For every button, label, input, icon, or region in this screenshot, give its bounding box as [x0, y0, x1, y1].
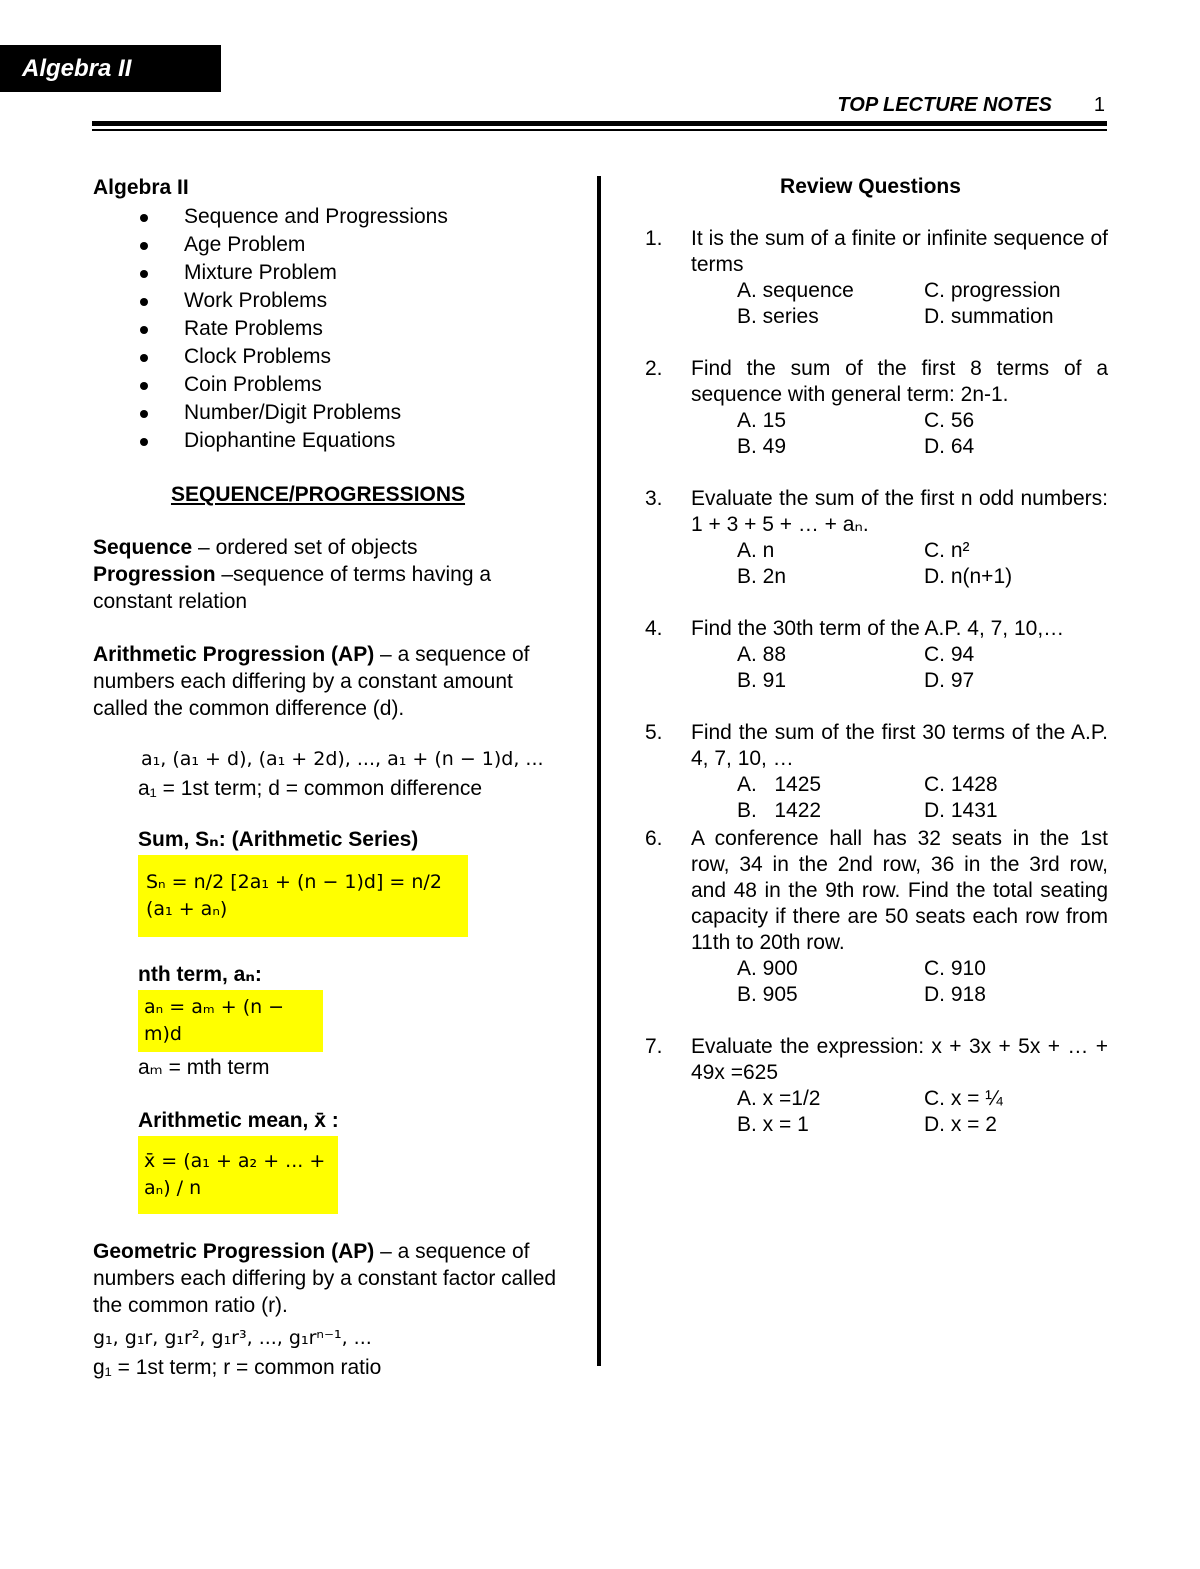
ap-def: – a sequence of numbers each differing by a constant amount called the common difference (d).	[93, 643, 530, 720]
review-heading: Review Questions	[780, 175, 961, 198]
ap-term: Arithmetic Progression (AP)	[93, 643, 375, 666]
option-d: D. summation	[924, 305, 1054, 328]
bullet-icon	[140, 410, 148, 418]
option-c: C. progression	[924, 279, 1061, 302]
option-a: A. 15	[737, 409, 787, 432]
gp-term: Geometric Progression (AP)	[93, 1240, 375, 1263]
option-d: D. x = 2	[924, 1113, 997, 1136]
sum-heading: Sum, Sₙ: (Arithmetic Series)	[138, 828, 419, 851]
option-b: B. x = 1	[737, 1113, 809, 1136]
bullet-icon	[140, 242, 148, 250]
question-item	[643, 356, 1108, 460]
sequence-def: – ordered set of objects	[192, 536, 418, 559]
sum-formula: Sₙ = n/2 [2a₁ + (n − 1)d] = n/2 (a₁ + aₙ)	[138, 855, 468, 937]
bullet-icon	[140, 298, 148, 306]
option-d: D. 918	[924, 983, 986, 1006]
bullet-icon	[140, 382, 148, 390]
question-number: 1.	[645, 227, 663, 250]
option-a: A. 900	[737, 957, 798, 980]
question-stem: A conference hall has 32 seats in the 1st row, 34 in the 2nd row, 36 in the 3rd row, and 48 in the 9th row. Find the total seating capacity if there are 50 seats each row from 11th to 20th row.	[691, 827, 1108, 954]
question-stem: Find the 30th term of the A.P. 4, 7, 10,…	[691, 617, 1065, 640]
option-c: C. x = ¼	[924, 1087, 1003, 1110]
sequence-term: Sequence	[93, 536, 193, 559]
gp-sequence: g₁, g₁r, g₁r², g₁r³, ..., g₁rⁿ⁻¹, ...	[93, 1327, 372, 1349]
header-rule-thin	[92, 129, 1107, 131]
question-number: 7.	[645, 1035, 663, 1058]
option-d: D. n(n+1)	[924, 565, 1013, 588]
list-item: Coin Problems	[93, 371, 563, 399]
ap-sequence: a₁, (a₁ + d), (a₁ + 2d), ..., a₁ + (n − 1)d, ...	[141, 748, 544, 770]
column-divider	[597, 176, 601, 1366]
gp-definition	[93, 1238, 563, 1319]
option-d: D. 64	[924, 435, 975, 458]
question-number: 5.	[645, 721, 663, 744]
bullet-icon	[140, 326, 148, 334]
page-number: 1	[1093, 94, 1105, 116]
bullet-icon	[140, 438, 148, 446]
nth-formula: aₙ = aₘ + (n − m)d	[138, 990, 323, 1052]
answer-options	[691, 538, 1108, 590]
bullet-icon	[140, 214, 148, 222]
question-item	[643, 720, 1108, 824]
option-c: C. n²	[924, 539, 970, 562]
answer-options	[691, 408, 1108, 460]
question-number: 6.	[645, 827, 663, 850]
progression-term: Progression	[93, 563, 216, 586]
bullet-icon	[140, 270, 148, 278]
option-a: A. x =1/2	[737, 1087, 821, 1110]
question-number: 4.	[645, 617, 663, 640]
answer-options	[691, 1086, 1108, 1138]
bullet-icon	[140, 354, 148, 362]
question-stem: Evaluate the expression: x + 3x + 5x + … + 49x =625	[691, 1035, 1108, 1084]
option-c: C. 1428	[924, 773, 998, 796]
right-column	[643, 174, 1108, 1138]
header-rule-thick	[92, 121, 1107, 126]
question-stem: It is the sum of a finite or infinite sequence of terms	[691, 227, 1108, 276]
question-item	[643, 1034, 1108, 1138]
answer-options	[691, 772, 1108, 824]
question-item	[643, 826, 1108, 1008]
question-stem: Evaluate the sum of the first n odd numbers: 1 + 3 + 5 + … + aₙ.	[691, 487, 1108, 536]
ap-definition	[93, 641, 563, 722]
option-a: A. n	[737, 539, 775, 562]
option-a: A. 88	[737, 643, 787, 666]
list-item: Diophantine Equations	[93, 427, 563, 455]
subject-badge: Algebra II	[0, 45, 221, 92]
option-b: B. 905	[737, 983, 798, 1006]
mean-formula: x̄ = (a₁ + a₂ + ... + aₙ) / n	[138, 1136, 338, 1214]
list-item: Work Problems	[93, 287, 563, 315]
ap-note: a₁ = 1st term; d = common difference	[138, 777, 483, 800]
answer-options	[691, 956, 1108, 1008]
list-item: Clock Problems	[93, 343, 563, 371]
option-d: D. 1431	[924, 799, 998, 822]
option-b: B. 2n	[737, 565, 787, 588]
list-item: Age Problem	[93, 231, 563, 259]
option-b: B. 1422	[737, 799, 822, 822]
question-stem: Find the sum of the first 8 terms of a sequence with general term: 2n-1.	[691, 357, 1108, 406]
option-c: C. 56	[924, 409, 975, 432]
list-item: Sequence and Progressions	[93, 203, 563, 231]
nth-note: aₘ = mth term	[138, 1056, 270, 1079]
question-item	[643, 226, 1108, 330]
list-item: Mixture Problem	[93, 259, 563, 287]
option-b: B. 91	[737, 669, 787, 692]
left-column	[93, 174, 563, 1381]
list-item: Rate Problems	[93, 315, 563, 343]
gp-note: g₁ = 1st term; r = common ratio	[93, 1356, 382, 1379]
nth-heading: nth term, aₙ:	[138, 963, 262, 986]
gp-def: – a sequence of numbers each differing by a constant factor called the common ratio (r).	[93, 1240, 557, 1317]
option-a: A. sequence	[737, 279, 854, 302]
mean-heading: Arithmetic mean, x̄ :	[138, 1109, 339, 1132]
option-b: B. 49	[737, 435, 787, 458]
question-item	[643, 486, 1108, 590]
question-number: 3.	[645, 487, 663, 510]
answer-options	[691, 278, 1108, 330]
running-header	[837, 94, 1105, 117]
question-number: 2.	[645, 357, 663, 380]
section-title: SEQUENCE/PROGRESSIONS	[170, 483, 466, 506]
option-c: C. 910	[924, 957, 986, 980]
progression-def: –sequence of terms having a constant relation	[93, 563, 492, 613]
option-a: A. 1425	[737, 773, 822, 796]
question-item	[643, 616, 1108, 694]
list-item: Number/Digit Problems	[93, 399, 563, 427]
notes-label: TOP LECTURE NOTES	[837, 94, 1052, 116]
question-stem: Find the sum of the first 30 terms of the A.P. 4, 7, 10, …	[691, 721, 1108, 770]
option-b: B. series	[737, 305, 819, 328]
option-d: D. 97	[924, 669, 975, 692]
left-heading: Algebra II	[93, 176, 189, 199]
topic-list	[93, 203, 563, 455]
answer-options	[691, 642, 1108, 694]
definitions	[93, 534, 563, 615]
option-c: C. 94	[924, 643, 975, 666]
